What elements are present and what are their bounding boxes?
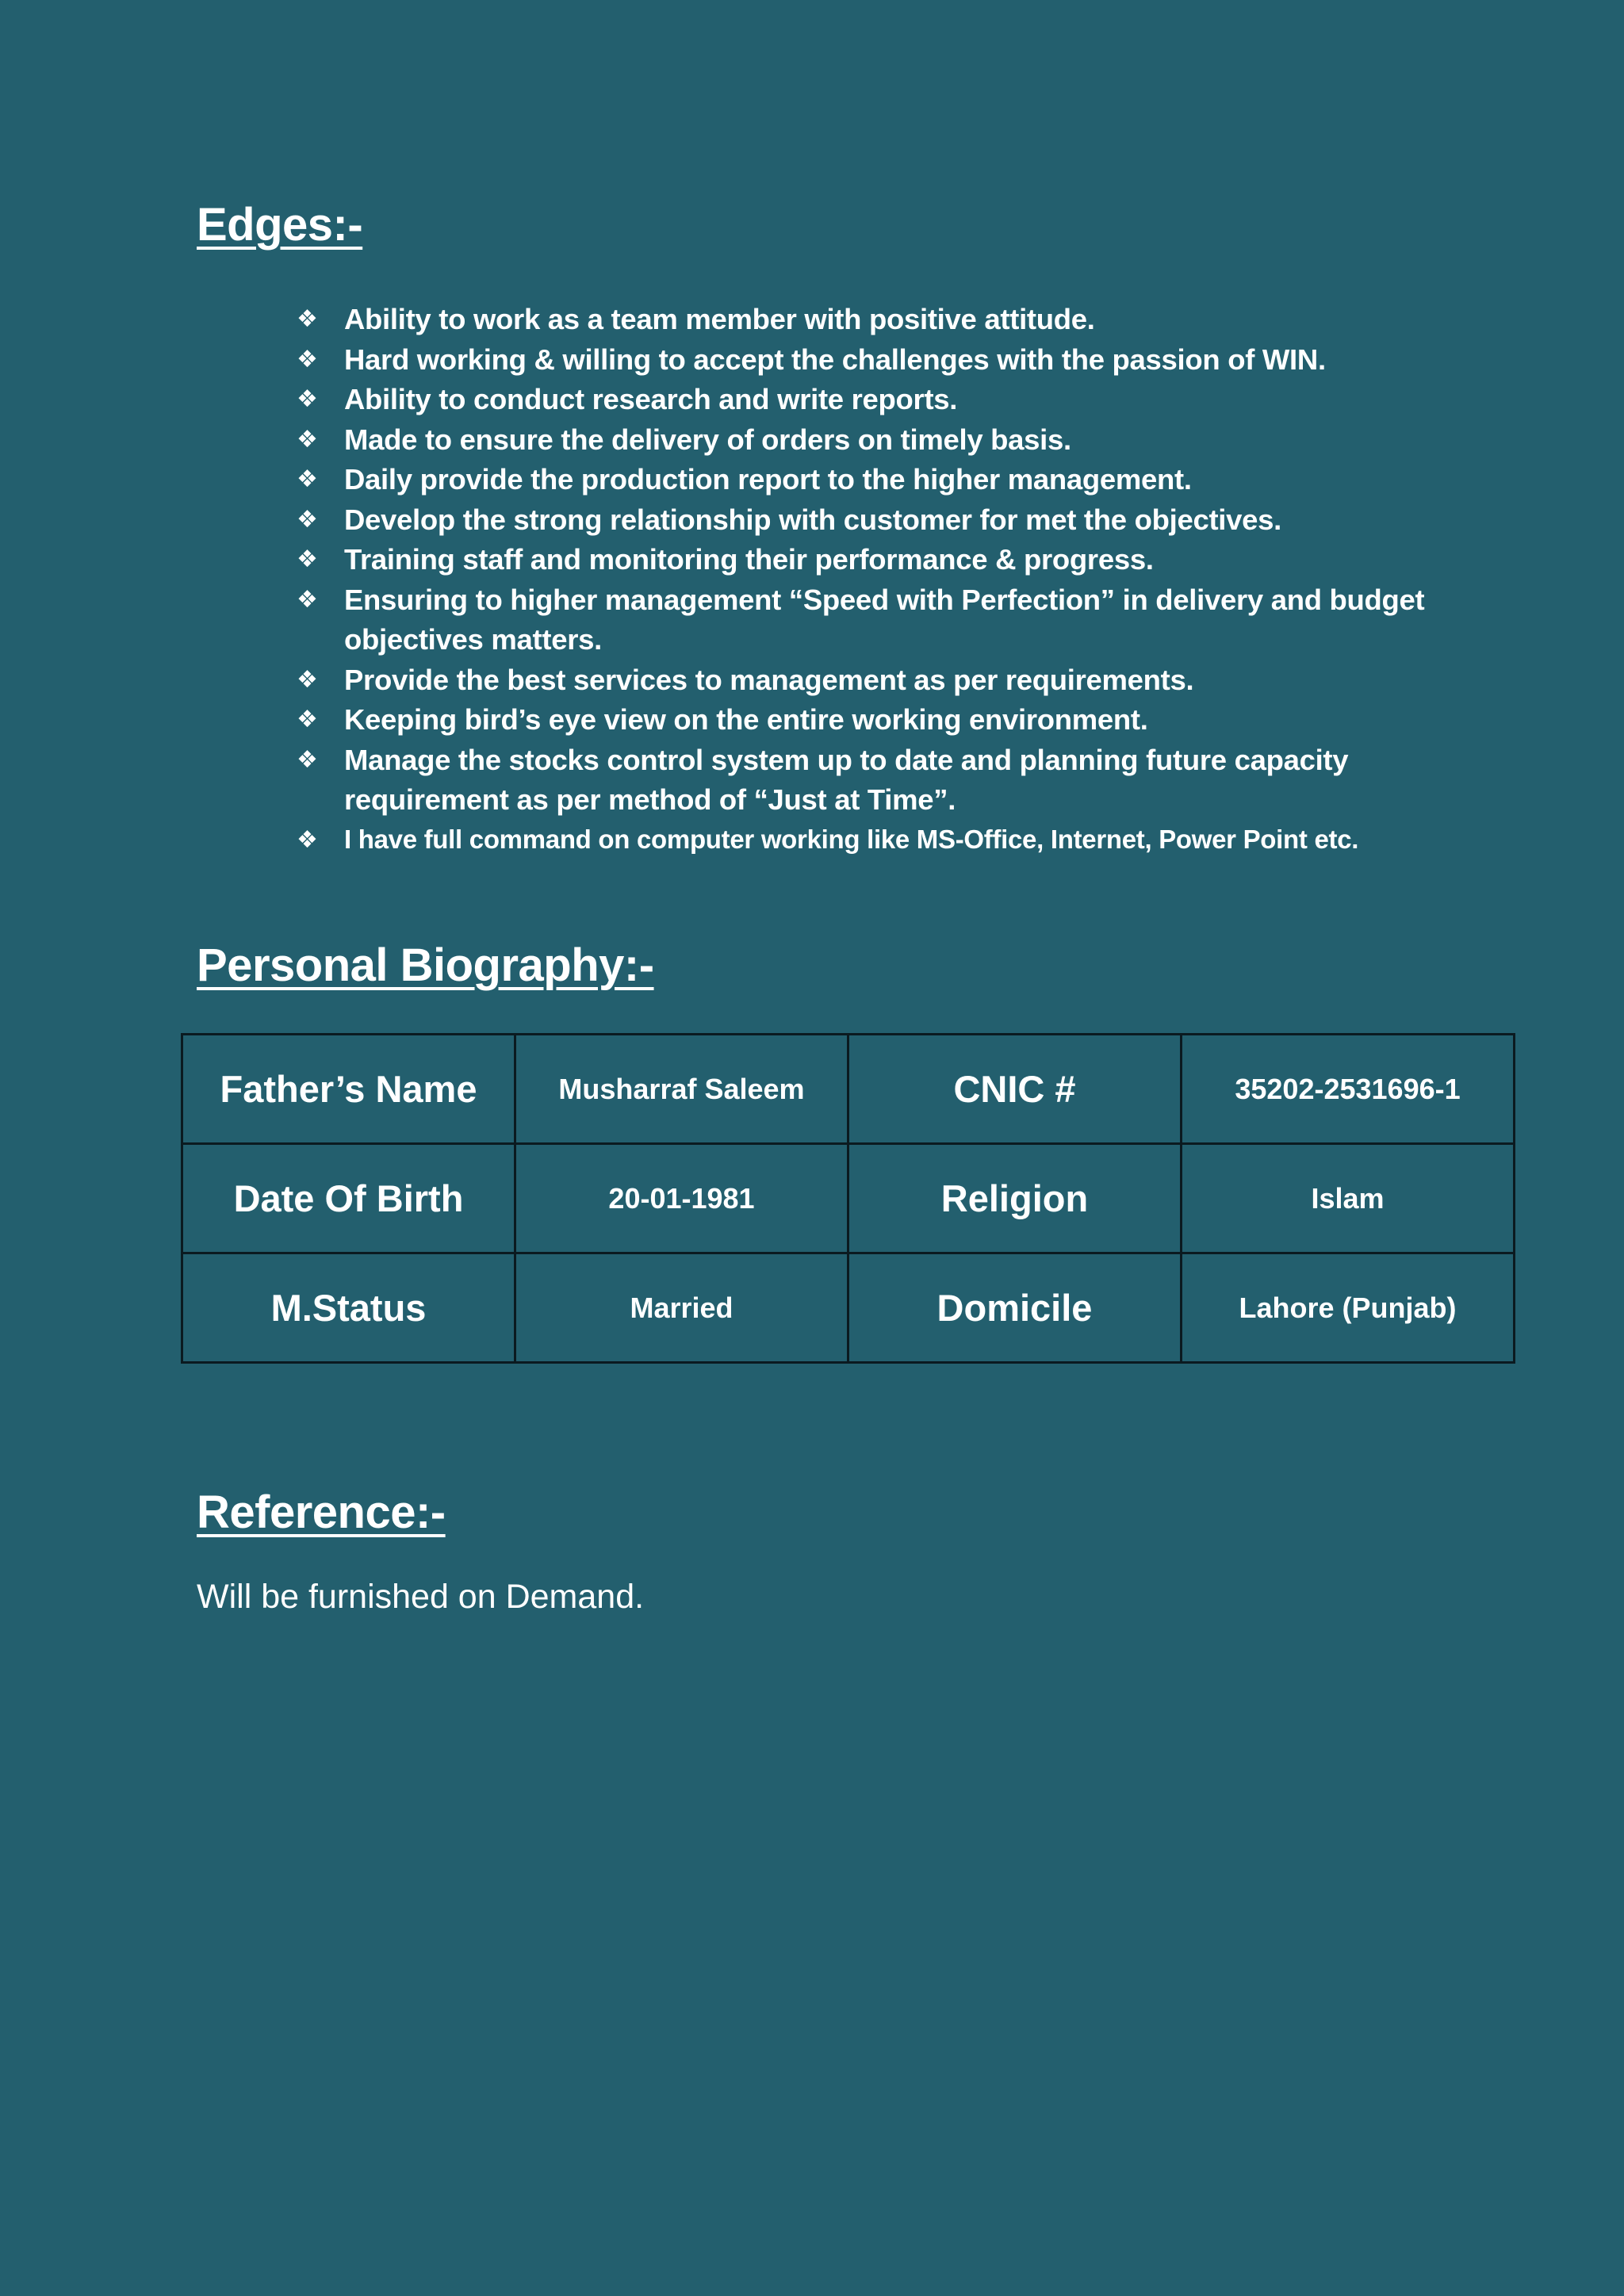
list-item-text: Keeping bird’s eye view on the entire working environment. — [344, 703, 1148, 736]
cnic-value: 35202-2531696-1 — [1182, 1035, 1515, 1144]
cnic-label: CNIC # — [848, 1035, 1182, 1144]
diamond-bullet-icon: ❖ — [297, 546, 318, 572]
table-row — [182, 1253, 1515, 1363]
fathers-name-value: Musharraf Saleem — [515, 1035, 848, 1144]
list-item — [297, 380, 1470, 420]
list-item-text: Training staff and monitoring their performance & progress. — [344, 543, 1154, 576]
list-item-text: Daily provide the production report to the higher management. — [344, 463, 1192, 496]
list-item — [297, 660, 1470, 701]
list-item-text: Hard working & willing to accept the challenges with the passion of WIN. — [344, 342, 1326, 376]
edges-heading: Edges:- — [197, 199, 363, 251]
diamond-bullet-icon: ❖ — [297, 666, 318, 693]
diamond-bullet-icon: ❖ — [297, 506, 318, 533]
fathers-name-label: Father’s Name — [182, 1035, 515, 1144]
list-item — [297, 420, 1470, 461]
list-item-text: Ensuring to higher management “Speed with Perfection” in delivery and budget objectives matters. — [344, 583, 1425, 656]
diamond-bullet-icon: ❖ — [297, 586, 318, 613]
date-of-birth-label: Date Of Birth — [182, 1144, 515, 1253]
list-item-text: Ability to conduct research and write reports. — [344, 383, 958, 415]
list-item-text: Develop the strong relationship with customer for met the objectives. — [344, 503, 1281, 536]
list-item — [297, 300, 1470, 340]
list-item — [297, 700, 1470, 740]
table-row — [182, 1144, 1515, 1253]
list-item-text: Ability to work as a team member with positive attitude. — [344, 303, 1095, 335]
diamond-bullet-icon: ❖ — [297, 466, 318, 492]
list-item-text: Made to ensure the delivery of orders on timely basis. — [344, 423, 1071, 456]
diamond-bullet-icon: ❖ — [297, 706, 318, 733]
list-item — [297, 580, 1470, 660]
personal-biography-heading: Personal Biography:- — [197, 939, 654, 991]
list-item — [297, 460, 1470, 500]
domicile-label: Domicile — [848, 1253, 1182, 1363]
marital-status-value: Married — [515, 1253, 848, 1363]
table-row — [182, 1035, 1515, 1144]
list-item — [297, 500, 1470, 541]
diamond-bullet-icon: ❖ — [297, 826, 318, 853]
diamond-bullet-icon: ❖ — [297, 306, 318, 332]
list-item — [297, 340, 1470, 381]
diamond-bullet-icon: ❖ — [297, 746, 318, 773]
reference-text: Will be furnished on Demand. — [197, 1578, 645, 1616]
list-item-text: I have full command on computer working like MS-Office, Internet, Power Point etc. — [344, 824, 1359, 854]
list-item — [297, 540, 1470, 580]
date-of-birth-value: 20-01-1981 — [515, 1144, 848, 1253]
domicile-value: Lahore (Punjab) — [1182, 1253, 1515, 1363]
religion-value: Islam — [1182, 1144, 1515, 1253]
list-item — [297, 821, 1470, 858]
list-item — [297, 740, 1470, 821]
list-item-text: Manage the stocks control system up to date and planning future capacity requirement as per method of “Just at Time”. — [344, 743, 1349, 816]
reference-heading: Reference:- — [197, 1487, 446, 1538]
religion-label: Religion — [848, 1144, 1182, 1253]
diamond-bullet-icon: ❖ — [297, 346, 318, 373]
diamond-bullet-icon: ❖ — [297, 426, 318, 453]
diamond-bullet-icon: ❖ — [297, 386, 318, 412]
marital-status-label: M.Status — [182, 1253, 515, 1363]
list-item-text: Provide the best services to management as per requirements. — [344, 663, 1194, 696]
edges-list — [297, 300, 1470, 858]
biography-table — [181, 1033, 1515, 1364]
